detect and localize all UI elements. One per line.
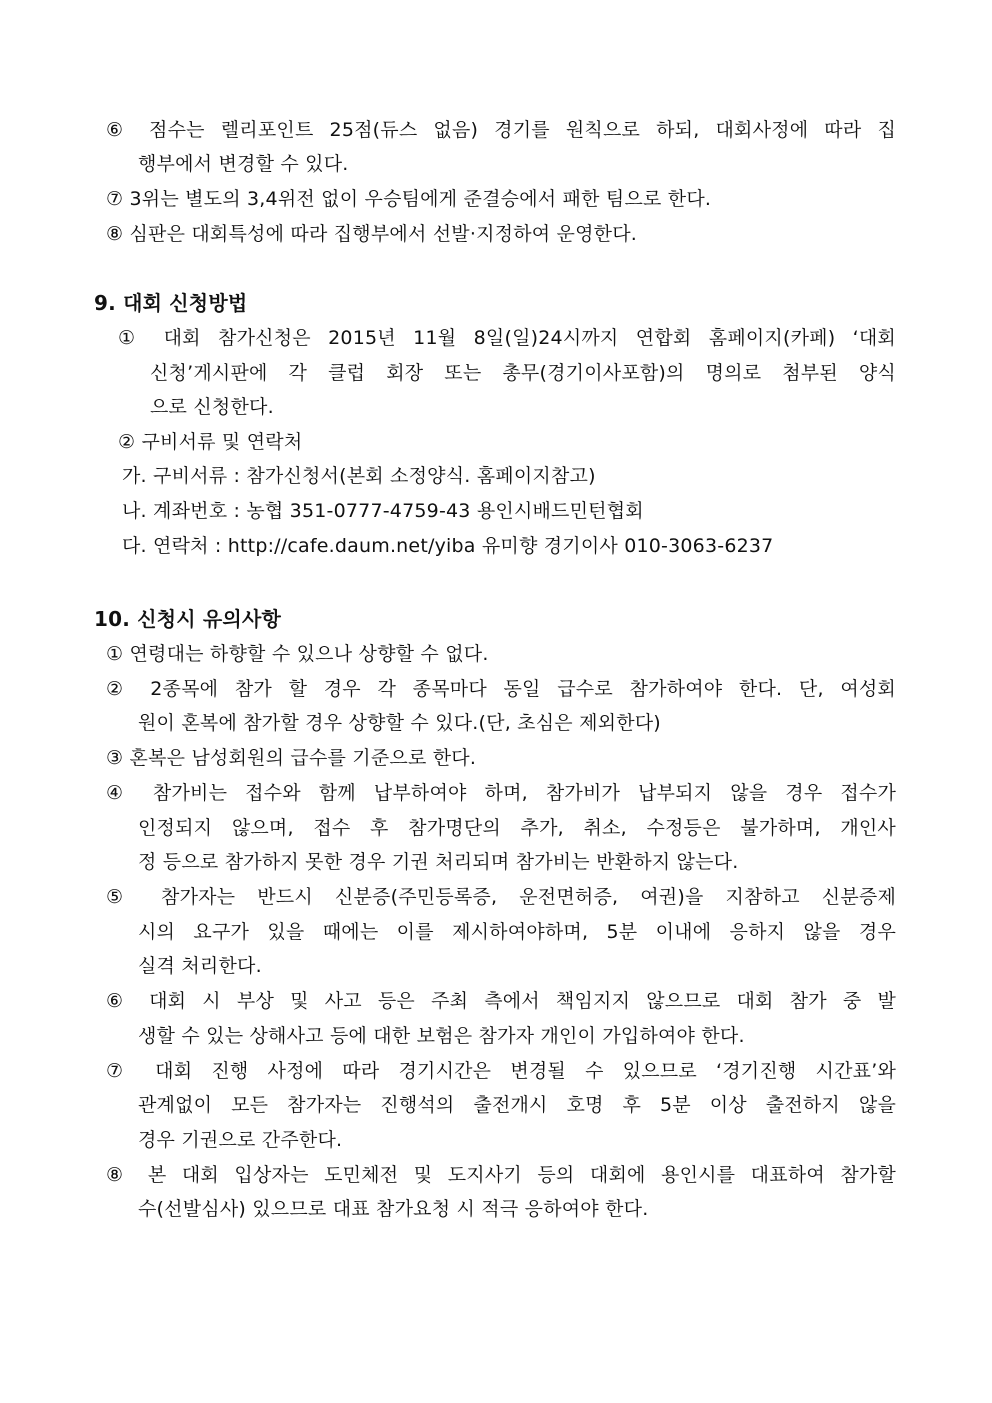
notice-item-4-line-2: 인정되지 않으며, 접수 후 참가명단의 추가, 취소, 수정등은 불가하며, 개인사 — [138, 817, 896, 839]
notice-item-8-line-1: ⑧ 본 대회 입상자는 도민체전 및 도지사기 등의 대회에 용인시를 대표하여 참가할 — [106, 1164, 896, 1186]
notice-item-2-line-2: 원이 혼복에 참가할 경우 상향할 수 있다.(단, 초심은 제외한다) — [138, 712, 661, 734]
contact-info: 다. 연락처 : http://cafe.daum.net/yiba 유미향 경기이사 010-3063-6237 — [122, 535, 774, 557]
bank-account: 나. 계좌번호 : 농협 351-0777-4759-43 용인시배드민턴협회 — [122, 500, 644, 522]
notice-item-5-line-3: 실격 처리한다. — [138, 955, 262, 977]
documents-required: 가. 구비서류 : 참가신청서(본회 소정양식. 홈페이지참고) — [122, 465, 596, 487]
rule-item-7: ⑦ 3위는 별도의 3,4위전 없이 우승팀에게 준결승에서 패한 팀으로 한다. — [106, 188, 712, 210]
application-item-1-line-3: 으로 신청한다. — [150, 396, 274, 418]
notice-item-3: ③ 혼복은 남성회원의 급수를 기준으로 한다. — [106, 747, 477, 769]
notice-item-7-line-1: ⑦ 대회 진행 사정에 따라 경기시간은 변경될 수 있으므로 ‘경기진행 시간표’와 — [106, 1060, 896, 1082]
application-item-2: ② 구비서류 및 연락처 — [118, 431, 303, 453]
notice-item-6-line-2: 생할 수 있는 상해사고 등에 대한 보험은 참가자 개인이 가입하여야 한다. — [138, 1025, 745, 1047]
section-9-heading: 9. 대회 신청방법 — [94, 291, 248, 315]
notice-item-4-line-1: ④ 참가비는 접수와 함께 납부하여야 하며, 참가비가 납부되지 않을 경우 접수가 — [106, 782, 896, 804]
notice-item-5-line-1: ⑤ 참가자는 반드시 신분증(주민등록증, 운전면허증, 여권)을 지참하고 신분증제 — [106, 886, 896, 908]
notice-item-2-line-1: ② 2종목에 참가 할 경우 각 종목마다 동일 급수로 참가하여야 한다. 단, 여성회 — [106, 678, 896, 700]
rule-item-6-line-2: 행부에서 변경할 수 있다. — [138, 153, 349, 175]
notice-item-8-line-2: 수(선발심사) 있으므로 대표 참가요청 시 적극 응하여야 한다. — [138, 1198, 649, 1220]
notice-item-7-line-3: 경우 기권으로 간주한다. — [138, 1129, 343, 1151]
application-item-1-line-2: 신청’게시판에 각 클럽 회장 또는 총무(경기이사포함)의 명의로 첨부된 양식 — [150, 362, 896, 384]
notice-item-6-line-1: ⑥ 대회 시 부상 및 사고 등은 주최 측에서 책임지지 않으므로 대회 참가 중 발 — [106, 990, 896, 1012]
notice-item-7-line-2: 관계없이 모든 참가자는 진행석의 출전개시 호명 후 5분 이상 출전하지 않을 — [138, 1094, 896, 1116]
rule-item-8: ⑧ 심판은 대회특성에 따라 집행부에서 선발·지정하여 운영한다. — [106, 223, 638, 245]
notice-item-1: ① 연령대는 하향할 수 있으나 상향할 수 없다. — [106, 643, 489, 665]
rule-item-6-line-1: ⑥ 점수는 렐리포인트 25점(듀스 없음) 경기를 원칙으로 하되, 대회사정에 따라 집 — [106, 119, 896, 141]
notice-item-5-line-2: 시의 요구가 있을 때에는 이를 제시하여야하며, 5분 이내에 응하지 않을 경우 — [138, 921, 896, 943]
notice-item-4-line-3: 정 등으로 참가하지 못한 경우 기권 처리되며 참가비는 반환하지 않는다. — [138, 851, 739, 873]
application-item-1-line-1: ① 대회 참가신청은 2015년 11월 8일(일)24시까지 연합회 홈페이지(카페) ‘대회 — [118, 327, 896, 349]
section-10-heading: 10. 신청시 유의사항 — [94, 607, 281, 631]
